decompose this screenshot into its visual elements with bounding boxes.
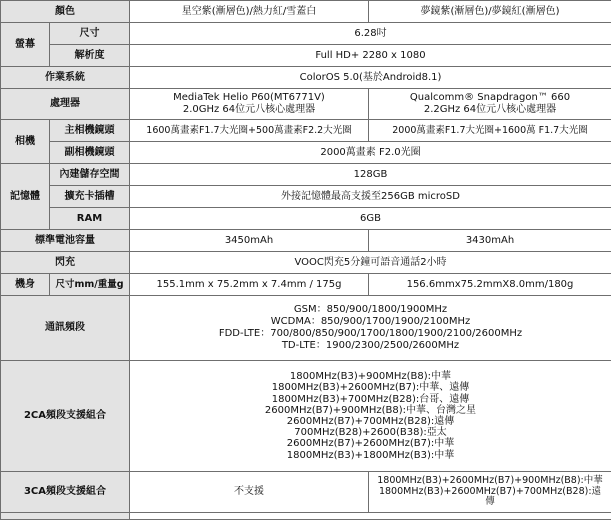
table-tail-row — [1, 513, 611, 520]
ram-row — [1, 208, 611, 230]
cpu-b-line1: Qualcomm® Snapdragon™ 660 — [409, 92, 571, 104]
battery-value-b: 3430mAh — [369, 230, 611, 252]
ca2-line: 1800MHz(B3)+700MHz(B28):台哥、遠傳 — [271, 393, 470, 405]
memory-group-label: 記憶體 — [1, 164, 50, 230]
ram-value: 6GB — [130, 208, 611, 230]
sub-camera-row — [1, 142, 611, 164]
color-option-a: 星空紫(漸層色)/熱力紅/雪蓋白 — [130, 1, 369, 23]
ca2-line: 1800MHz(B3)+2600MHz(B7):中華、遠傳 — [271, 382, 470, 394]
ca3-value-a: 不支援 — [130, 472, 369, 513]
cpu-row — [1, 89, 611, 120]
flash-charge-value: VOOC閃充5分鐘可語音通話2小時 — [130, 252, 611, 274]
band-line: GSM：850/900/1800/1900MHz — [293, 304, 448, 316]
os-row — [1, 67, 611, 89]
band-line: WCDMA：850/900/1700/1900/2100MHz — [270, 316, 471, 328]
ca2-line: 2600MHz(B7)+2600MHz(B7):中華 — [286, 438, 455, 450]
main-camera-value-a: 1600萬畫素F1.7大光圈+500萬畫素F2.2大光圈 — [130, 120, 369, 142]
cpu-value-a — [130, 89, 369, 120]
os-value: ColorOS 5.0(基於Android8.1) — [130, 67, 611, 89]
body-size-row — [1, 274, 611, 296]
ca2-line: 1800MHz(B3)+900MHz(B8):中華 — [289, 371, 452, 383]
main-camera-label: 主相機鏡頭 — [50, 120, 130, 142]
resolution-label: 解析度 — [50, 45, 130, 67]
bands-label: 通訊頻段 — [1, 296, 130, 361]
resolution-value: Full HD+ 2280 x 1080 — [130, 45, 611, 67]
bands-value — [130, 296, 611, 361]
flash-charge-label: 閃充 — [1, 252, 130, 274]
color-label: 顏色 — [1, 1, 130, 23]
bands-row — [1, 296, 611, 361]
ca3-b-line: 1800MHz(B3)+2600MHz(B7)+700MHz(B28):遠 — [378, 485, 602, 497]
os-label: 作業系統 — [1, 67, 130, 89]
sub-camera-value: 2000萬畫素 F2.0光圈 — [130, 142, 611, 164]
battery-row — [1, 230, 611, 252]
ca2-line: 2600MHz(B7)+700MHz(B28):遠傳 — [286, 416, 455, 427]
battery-label: 標準電池容量 — [1, 230, 130, 252]
ca3-label: 3CA頻段支援組合 — [1, 472, 130, 513]
sub-camera-label: 副相機鏡頭 — [50, 142, 130, 164]
ca3-row — [1, 472, 611, 513]
cpu-a-line2: 2.0GHz 64位元八核心處理器 — [182, 104, 316, 115]
card-slot-row — [1, 186, 611, 208]
cpu-label: 處理器 — [1, 89, 130, 120]
cpu-a-line1: MediaTek Helio P60(MT6771V) — [173, 92, 325, 104]
card-slot-value: 外接記憶體最高支援至256GB microSD — [130, 186, 611, 208]
screen-size-value: 6.28吋 — [130, 23, 611, 45]
ca2-line: 2600MHz(B7)+900MHz(B8):中華、台灣之星 — [264, 404, 477, 416]
ca3-b-line: 1800MHz(B3)+2600MHz(B7)+900MHz(B8):中華 — [377, 474, 603, 486]
screen-size-row — [1, 23, 611, 45]
main-camera-value-b: 2000萬畫素F1.7大光圈+1600萬 F1.7大光圈 — [369, 120, 611, 142]
body-size-label: 尺寸mm/重量g — [50, 274, 130, 296]
color-option-b: 夢鏡紫(漸層色)/夢鏡紅(漸層色) — [369, 1, 611, 23]
storage-row — [1, 164, 611, 186]
storage-label: 內建儲存空間 — [50, 164, 130, 186]
cpu-b-line2: 2.2GHz 64位元八核心處理器 — [423, 104, 557, 115]
ram-label: RAM — [50, 208, 130, 230]
cpu-value-b — [369, 89, 611, 120]
color-row — [1, 1, 611, 23]
ca2-line: 700MHz(B28)+2600(B38):亞太 — [294, 427, 447, 439]
ca2-value — [130, 361, 611, 472]
flash-charge-row — [1, 252, 611, 274]
body-size-value-b: 156.6mmx75.2mmX8.0mm/180g — [369, 274, 611, 296]
card-slot-label: 擴充卡插槽 — [50, 186, 130, 208]
screen-resolution-row — [1, 45, 611, 67]
ca2-row — [1, 361, 611, 472]
body-size-value-a: 155.1mm x 75.2mm x 7.4mm / 175g — [130, 274, 369, 296]
band-line: FDD-LTE：700/800/850/900/1700/1800/1900/2100/2600MHz — [218, 328, 523, 339]
camera-group-label: 相機 — [1, 120, 50, 164]
ca2-line: 1800MHz(B3)+1800MHz(B3):中華 — [286, 449, 455, 461]
screen-group-label: 螢幕 — [1, 23, 50, 67]
screen-size-label: 尺寸 — [50, 23, 130, 45]
ca3-value-b — [369, 472, 611, 513]
battery-value-a: 3450mAh — [130, 230, 369, 252]
ca3-b-line: 傳 — [485, 496, 495, 508]
body-group-label: 機身 — [1, 274, 50, 296]
main-camera-row — [1, 120, 611, 142]
ca2-label: 2CA頻段支援組合 — [1, 361, 130, 472]
band-line: TD-LTE：1900/2300/2500/2600MHz — [281, 339, 460, 351]
storage-value: 128GB — [130, 164, 611, 186]
